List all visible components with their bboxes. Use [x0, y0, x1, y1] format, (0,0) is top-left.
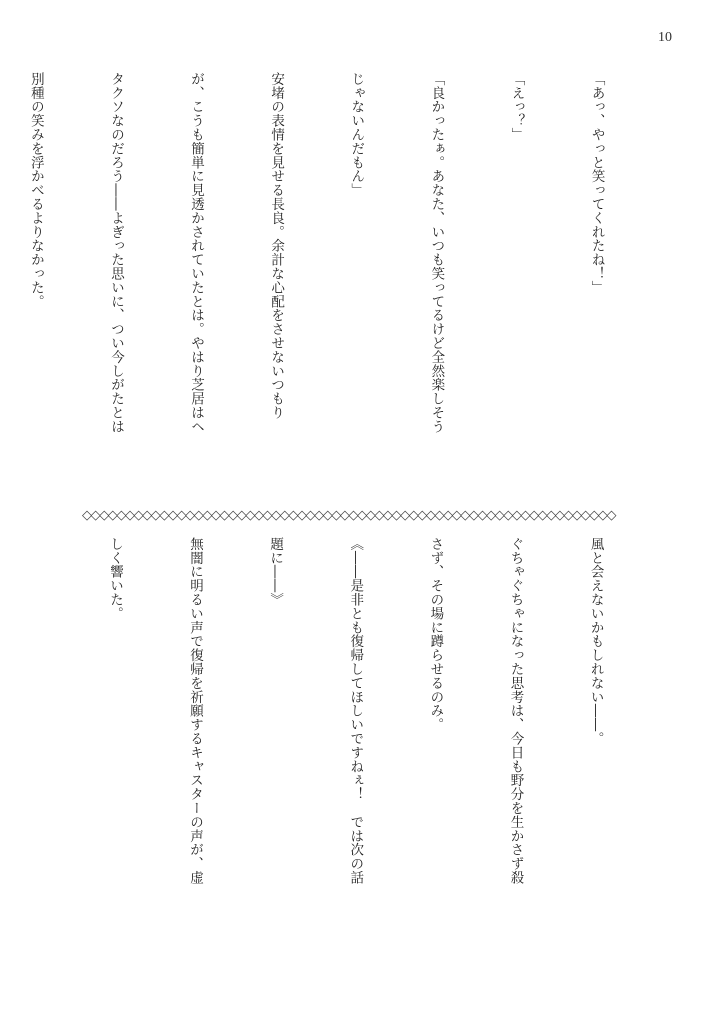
paragraph: 《――是非とも復帰してほしいですねぇ！ では次の話 [347, 537, 364, 885]
paragraph: 無闇に明るい声で復帰を祈願するキャスターの声が、虚 [187, 537, 204, 885]
paragraph: 「えっ？」 [508, 72, 525, 142]
scene-break-divider: ◇◇◇◇◇◇◇◇◇◇◇◇◇◇◇◇◇◇◇◇◇◇◇◇◇◇◇◇◇◇◇◇◇◇◇◇◇◇◇◇◇◇◇◇◇◇◇◇◇◇◇◇◇◇◇◇◇◇◇◇◇◇ [82, 508, 616, 523]
paragraph: さず、その場に蹲らせるのみ。 [427, 537, 444, 732]
paragraph: 「あっ、やっと笑ってくれたね！」 [588, 72, 605, 295]
paragraph: 安堵の表情を見せる長良。余計な心配をさせないつもり [268, 72, 285, 420]
paragraph: タクソなのだろう――よぎった思いに、つい今しがたとは [107, 72, 124, 434]
page-number: 10 [658, 30, 672, 45]
paragraph: じゃないんだもん」 [348, 72, 365, 198]
paragraph: しく響いた。 [106, 537, 123, 621]
paragraph: が、こうも簡単に見透かされていたとは。やはり芝居はヘ [188, 72, 205, 434]
paragraph: 「良かったぁ。あなた、いつも笑ってるけど全然楽しそう [428, 72, 445, 434]
blank-line [21, 537, 48, 957]
paragraph: 風と会えないかもしれない――。 [587, 537, 604, 746]
paragraph: 別種の笑みを浮かべるよりなかった。 [27, 72, 44, 309]
paragraph: ぐちゃぐちゃになった思考は、今日も野分を生かさず殺 [507, 537, 524, 885]
paragraph: 題に――》 [267, 537, 284, 607]
lower-text-section [70, 537, 662, 957]
upper-text-section [27, 72, 663, 492]
